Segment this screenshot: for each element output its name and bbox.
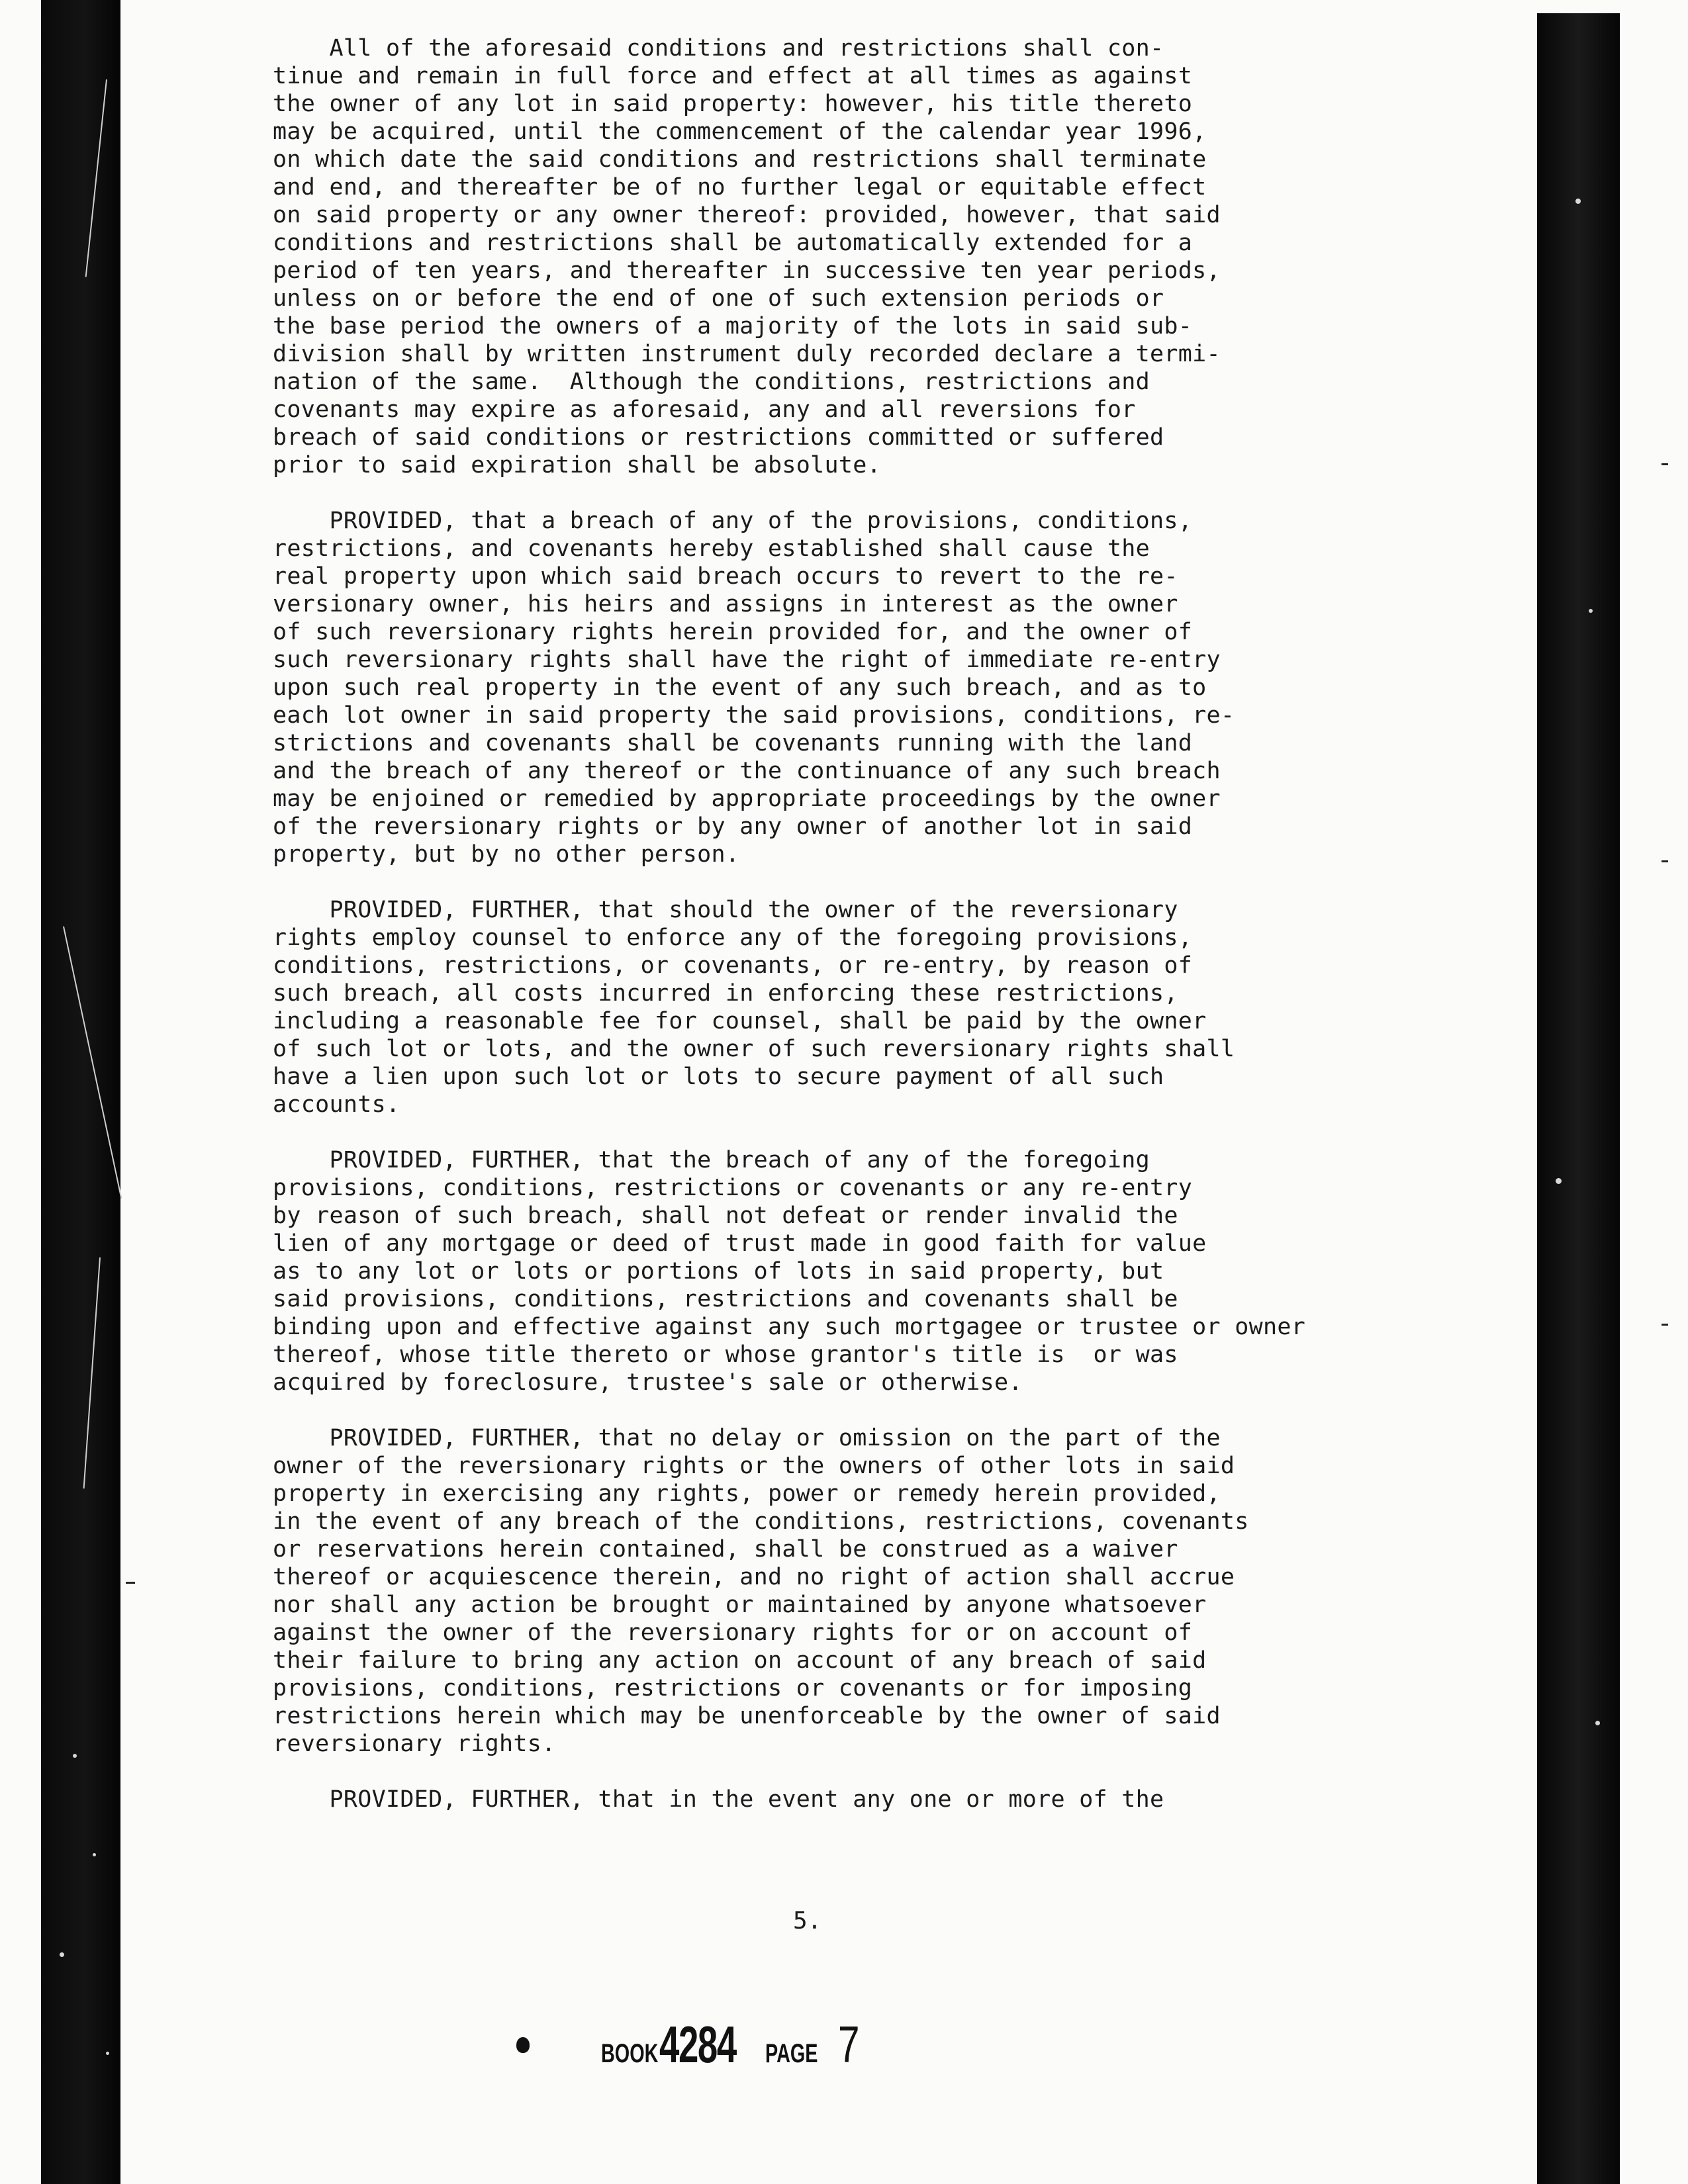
scan-speck [1556,1178,1562,1184]
text-line: provisions, conditions, restrictions or covenants or for imposing [273,1675,1193,1702]
text-line: period of ten years, and thereafter in successive ten year periods, [273,257,1221,284]
text-line: provisions, conditions, restrictions or covenants or any re-entry [273,1175,1193,1201]
paragraph [273,1786,1385,1813]
text-line: thereof, whose title thereto or whose grantor's title is or was [273,1342,1178,1368]
margin-mark [126,1582,135,1584]
text-line: PROVIDED, FURTHER, that in the event any one or more of the [273,1786,1164,1813]
text-line: binding upon and effective against any such mortgagee or trustee or owner [273,1314,1306,1340]
text-line: may be enjoined or remedied by appropriate proceedings by the owner [273,786,1221,812]
text-line: of such reversionary rights herein provided for, and the owner of [273,619,1193,645]
stamp-page-number: 7 [838,2015,860,2073]
text-line: acquired by foreclosure, trustee's sale or otherwise. [273,1369,1023,1396]
stamp-page-label: PAGE [765,2039,818,2068]
paragraph [273,1424,1385,1758]
text-line: owner of the reversionary rights or the owners of other lots in said [273,1453,1235,1479]
text-line: versionary owner, his heirs and assigns in interest as the owner [273,591,1178,617]
text-line: or reservations herein contained, shall be construed as a waiver [273,1536,1178,1563]
page-number: 5. [793,1907,822,1934]
text-line: upon such real property in the event of any such breach, and as to [273,674,1207,701]
text-line: on said property or any owner thereof: provided, however, that said [273,202,1221,228]
text-line: property, but by no other person. [273,841,740,868]
paragraph [273,507,1385,868]
margin-mark [1662,860,1668,862]
text-line: covenants may expire as aforesaid, any and all reversions for [273,396,1136,423]
text-line: and the breach of any thereof or the continuance of any such breach [273,758,1221,784]
scan-speck [1595,1721,1600,1725]
paragraph [273,1146,1385,1396]
scan-speck [106,2052,109,2055]
document-body [273,34,1385,1841]
text-line: rights employ counsel to enforce any of the foregoing provisions, [273,925,1193,951]
text-line: unless on or before the end of one of such extension periods or [273,285,1164,312]
text-line: including a reasonable fee for counsel, shall be paid by the owner [273,1008,1207,1034]
text-line: division shall by written instrument duly recorded declare a termi- [273,341,1221,367]
text-line: of such lot or lots, and the owner of such reversionary rights shall [273,1036,1235,1062]
text-line: the base period the owners of a majority of the lots in said sub- [273,313,1193,340]
right-scan-border [1537,13,1620,2184]
text-line: breach of said conditions or restrictions committed or suffered [273,424,1164,451]
text-line: may be acquired, until the commencement of the calendar year 1996, [273,118,1207,145]
scan-speck [73,1754,77,1758]
text-line: nor shall any action be brought or maintained by anyone whatsoever [273,1592,1207,1618]
paragraph [273,896,1385,1118]
text-line: reversionary rights. [273,1731,556,1757]
scan-speck [93,1853,96,1856]
text-line: PROVIDED, FURTHER, that no delay or omission on the part of the [273,1425,1221,1451]
text-line: as to any lot or lots or portions of lots in said property, but [273,1258,1164,1285]
text-line: said provisions, conditions, restrictions and covenants shall be [273,1286,1178,1312]
text-line: and end, and thereafter be of no further legal or equitable effect [273,174,1207,201]
stamp-book-number: 4284 [659,2015,736,2073]
text-line: accounts. [273,1091,400,1118]
margin-mark [1662,1324,1668,1326]
text-line: on which date the said conditions and restrictions shall terminate [273,146,1207,173]
text-line: PROVIDED, FURTHER, that should the owner of the reversionary [273,897,1178,923]
text-line: tinue and remain in full force and effect at all times as against [273,63,1193,89]
text-line: have a lien upon such lot or lots to secure payment of all such [273,1064,1164,1090]
paragraph [273,34,1385,479]
text-line: restrictions, and covenants hereby established shall cause the [273,535,1150,562]
text-line: by reason of such breach, shall not defeat or render invalid the [273,1203,1178,1229]
text-line: thereof or acquiescence therein, and no right of action shall accrue [273,1564,1235,1590]
text-line: such reversionary rights shall have the right of immediate re-entry [273,647,1221,673]
text-line: prior to said expiration shall be absolute. [273,452,881,478]
recording-stamp [516,2015,940,2087]
text-line: the owner of any lot in said property: however, his title thereto [273,91,1193,117]
text-line: their failure to bring any action on account of any breach of said [273,1647,1207,1674]
scan-speck [1575,199,1581,204]
scan-speck [60,1952,64,1957]
stamp-book-label: BOOK [601,2039,659,2068]
text-line: PROVIDED, that a breach of any of the provisions, conditions, [273,508,1193,534]
text-line: All of the aforesaid conditions and restrictions shall con- [273,35,1164,62]
text-line: PROVIDED, FURTHER, that the breach of any of the foregoing [273,1147,1150,1173]
text-line: each lot owner in said property the said provisions, conditions, re- [273,702,1235,729]
text-line: nation of the same. Although the conditions, restrictions and [273,369,1150,395]
margin-mark [1662,463,1668,465]
text-line: property in exercising any rights, power or remedy herein provided, [273,1480,1221,1507]
scan-speck [1589,609,1593,613]
text-line: strictions and covenants shall be covenants running with the land [273,730,1193,756]
text-line: conditions and restrictions shall be automatically extended for a [273,230,1193,256]
text-line: such breach, all costs incurred in enforcing these restrictions, [273,980,1178,1007]
text-line: against the owner of the reversionary rights for or on account of [273,1619,1193,1646]
text-line: restrictions herein which may be unenforceable by the owner of said [273,1703,1221,1729]
text-line: conditions, restrictions, or covenants, or re-entry, by reason of [273,952,1193,979]
stamp-bullet-mark [516,2037,530,2053]
text-line: in the event of any breach of the conditions, restrictions, covenants [273,1508,1249,1535]
left-scan-border [41,0,120,2184]
text-line: lien of any mortgage or deed of trust made in good faith for value [273,1230,1207,1257]
text-line: of the reversionary rights or by any owner of another lot in said [273,813,1193,840]
text-line: real property upon which said breach occurs to revert to the re- [273,563,1178,590]
